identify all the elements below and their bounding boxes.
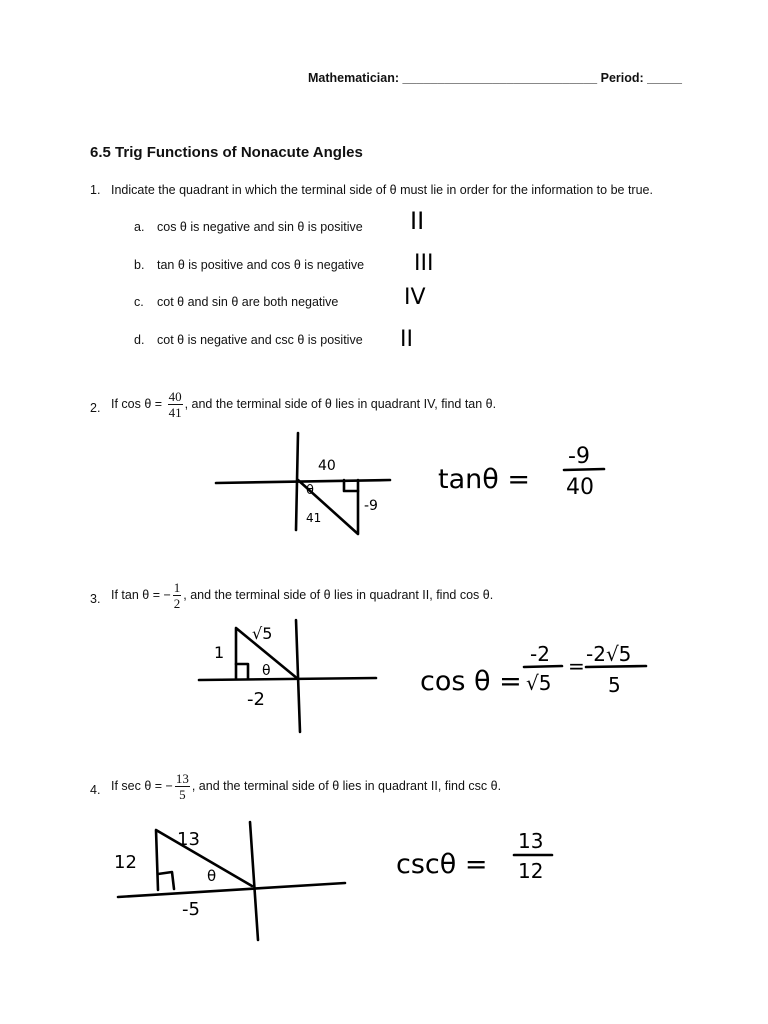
- q1-item-text: cot θ and sin θ are both negative: [157, 295, 339, 309]
- y-axis: [296, 620, 300, 732]
- q4-label-adjacent: -5: [182, 899, 200, 920]
- reference-triangle: [156, 830, 252, 890]
- q2-diagram: [216, 433, 390, 534]
- answer-1a: II: [410, 207, 425, 235]
- q4-answer-lhs: cscθ =: [396, 849, 488, 880]
- q2-label-opposite: -9: [364, 498, 378, 514]
- q3-label-opposite: 1: [214, 643, 225, 662]
- fraction-denominator: 41: [168, 405, 182, 420]
- y-axis: [250, 822, 258, 940]
- question-2-number: 2.: [90, 401, 101, 415]
- q3-label-hypotenuse: √5: [252, 624, 273, 643]
- x-axis: [118, 883, 345, 897]
- q1-item-letter: a.: [134, 220, 145, 234]
- answer-1b: III: [414, 251, 434, 276]
- fraction-numerator: 1: [173, 580, 181, 595]
- q4-label-hypotenuse: 13: [177, 829, 200, 850]
- question-4-pre: If sec θ = −: [111, 778, 173, 793]
- question-2-post: , and the terminal side of θ lies in quadrant IV, find tan θ.: [184, 396, 497, 411]
- q4-diagram: [114, 822, 345, 940]
- q3-label-adjacent: -2: [247, 689, 265, 710]
- fraction-bar: [586, 666, 646, 667]
- q4-answer-numerator: 13: [518, 829, 544, 853]
- question-1-text: Indicate the quadrant in which the terminal side of θ must lie in order for the information to be true.: [111, 183, 653, 197]
- x-axis: [216, 480, 390, 483]
- fraction-bar: [564, 469, 604, 470]
- q1-item-text: tan θ is positive and cos θ is negative: [157, 258, 365, 272]
- fraction-numerator: 13: [175, 771, 189, 786]
- question-2-pre: If cos θ =: [111, 396, 163, 411]
- q3-answer-lhs: cos θ =: [420, 666, 522, 697]
- right-angle-mark: [236, 664, 248, 679]
- question-3-number: 3.: [90, 592, 101, 606]
- question-1-number: 1.: [90, 183, 101, 197]
- period-label: Period:: [600, 71, 644, 85]
- question-4-number: 4.: [90, 783, 101, 797]
- mathematician-blank[interactable]: ____________________________: [402, 71, 598, 85]
- q2-answer-denominator: 40: [566, 475, 594, 500]
- fraction-bar: [524, 666, 562, 667]
- q2-answer-lhs: tanθ =: [438, 464, 530, 495]
- answer-1d: II: [400, 327, 413, 352]
- fraction-denominator: 5: [179, 787, 186, 802]
- q2-answer: [438, 444, 604, 500]
- q2-answer-numerator: -9: [568, 444, 590, 469]
- q4-label-angle: θ: [207, 867, 217, 885]
- q3-label-angle: θ: [262, 663, 271, 679]
- q2-label-angle: θ: [306, 483, 314, 498]
- q4-answer: [396, 829, 552, 883]
- q2-label-adjacent: 40: [318, 458, 336, 474]
- fraction-numerator: 40: [168, 389, 182, 404]
- q3-answer-numerator-2: -2√5: [586, 642, 632, 666]
- question-3-pre: If tan θ = −: [111, 587, 171, 602]
- q1-item-text: cos θ is negative and sin θ is positive: [157, 220, 363, 234]
- q3-answer: [420, 642, 646, 697]
- question-3-post: , and the terminal side of θ lies in quadrant II, find cos θ.: [183, 587, 494, 602]
- x-axis: [199, 678, 376, 680]
- mathematician-label: Mathematician:: [308, 71, 399, 85]
- q3-answer-numerator-1: -2: [530, 642, 550, 666]
- worksheet-title: 6.5 Trig Functions of Nonacute Angles: [90, 144, 363, 161]
- q3-diagram: [199, 620, 376, 732]
- fraction-denominator: 2: [173, 596, 181, 611]
- q3-answer-denominator-1: √5: [526, 671, 552, 695]
- answer-1c: IV: [404, 285, 426, 310]
- y-axis: [296, 433, 298, 530]
- right-angle-mark: [158, 872, 174, 889]
- q1-item-letter: c.: [134, 295, 144, 309]
- q4-answer-denominator: 12: [518, 859, 544, 883]
- q1-item-text: cot θ is negative and csc θ is positive: [157, 333, 363, 347]
- q4-label-opposite: 12: [114, 852, 137, 873]
- q3-answer-equals: =: [568, 654, 585, 678]
- period-blank[interactable]: _____: [647, 71, 682, 85]
- q1-item-letter: b.: [134, 258, 145, 272]
- question-4-post: , and the terminal side of θ lies in quadrant II, find csc θ.: [191, 778, 502, 793]
- q2-label-hypotenuse: 41: [306, 511, 322, 525]
- q1-item-letter: d.: [134, 333, 145, 347]
- q3-answer-denominator-2: 5: [608, 673, 621, 697]
